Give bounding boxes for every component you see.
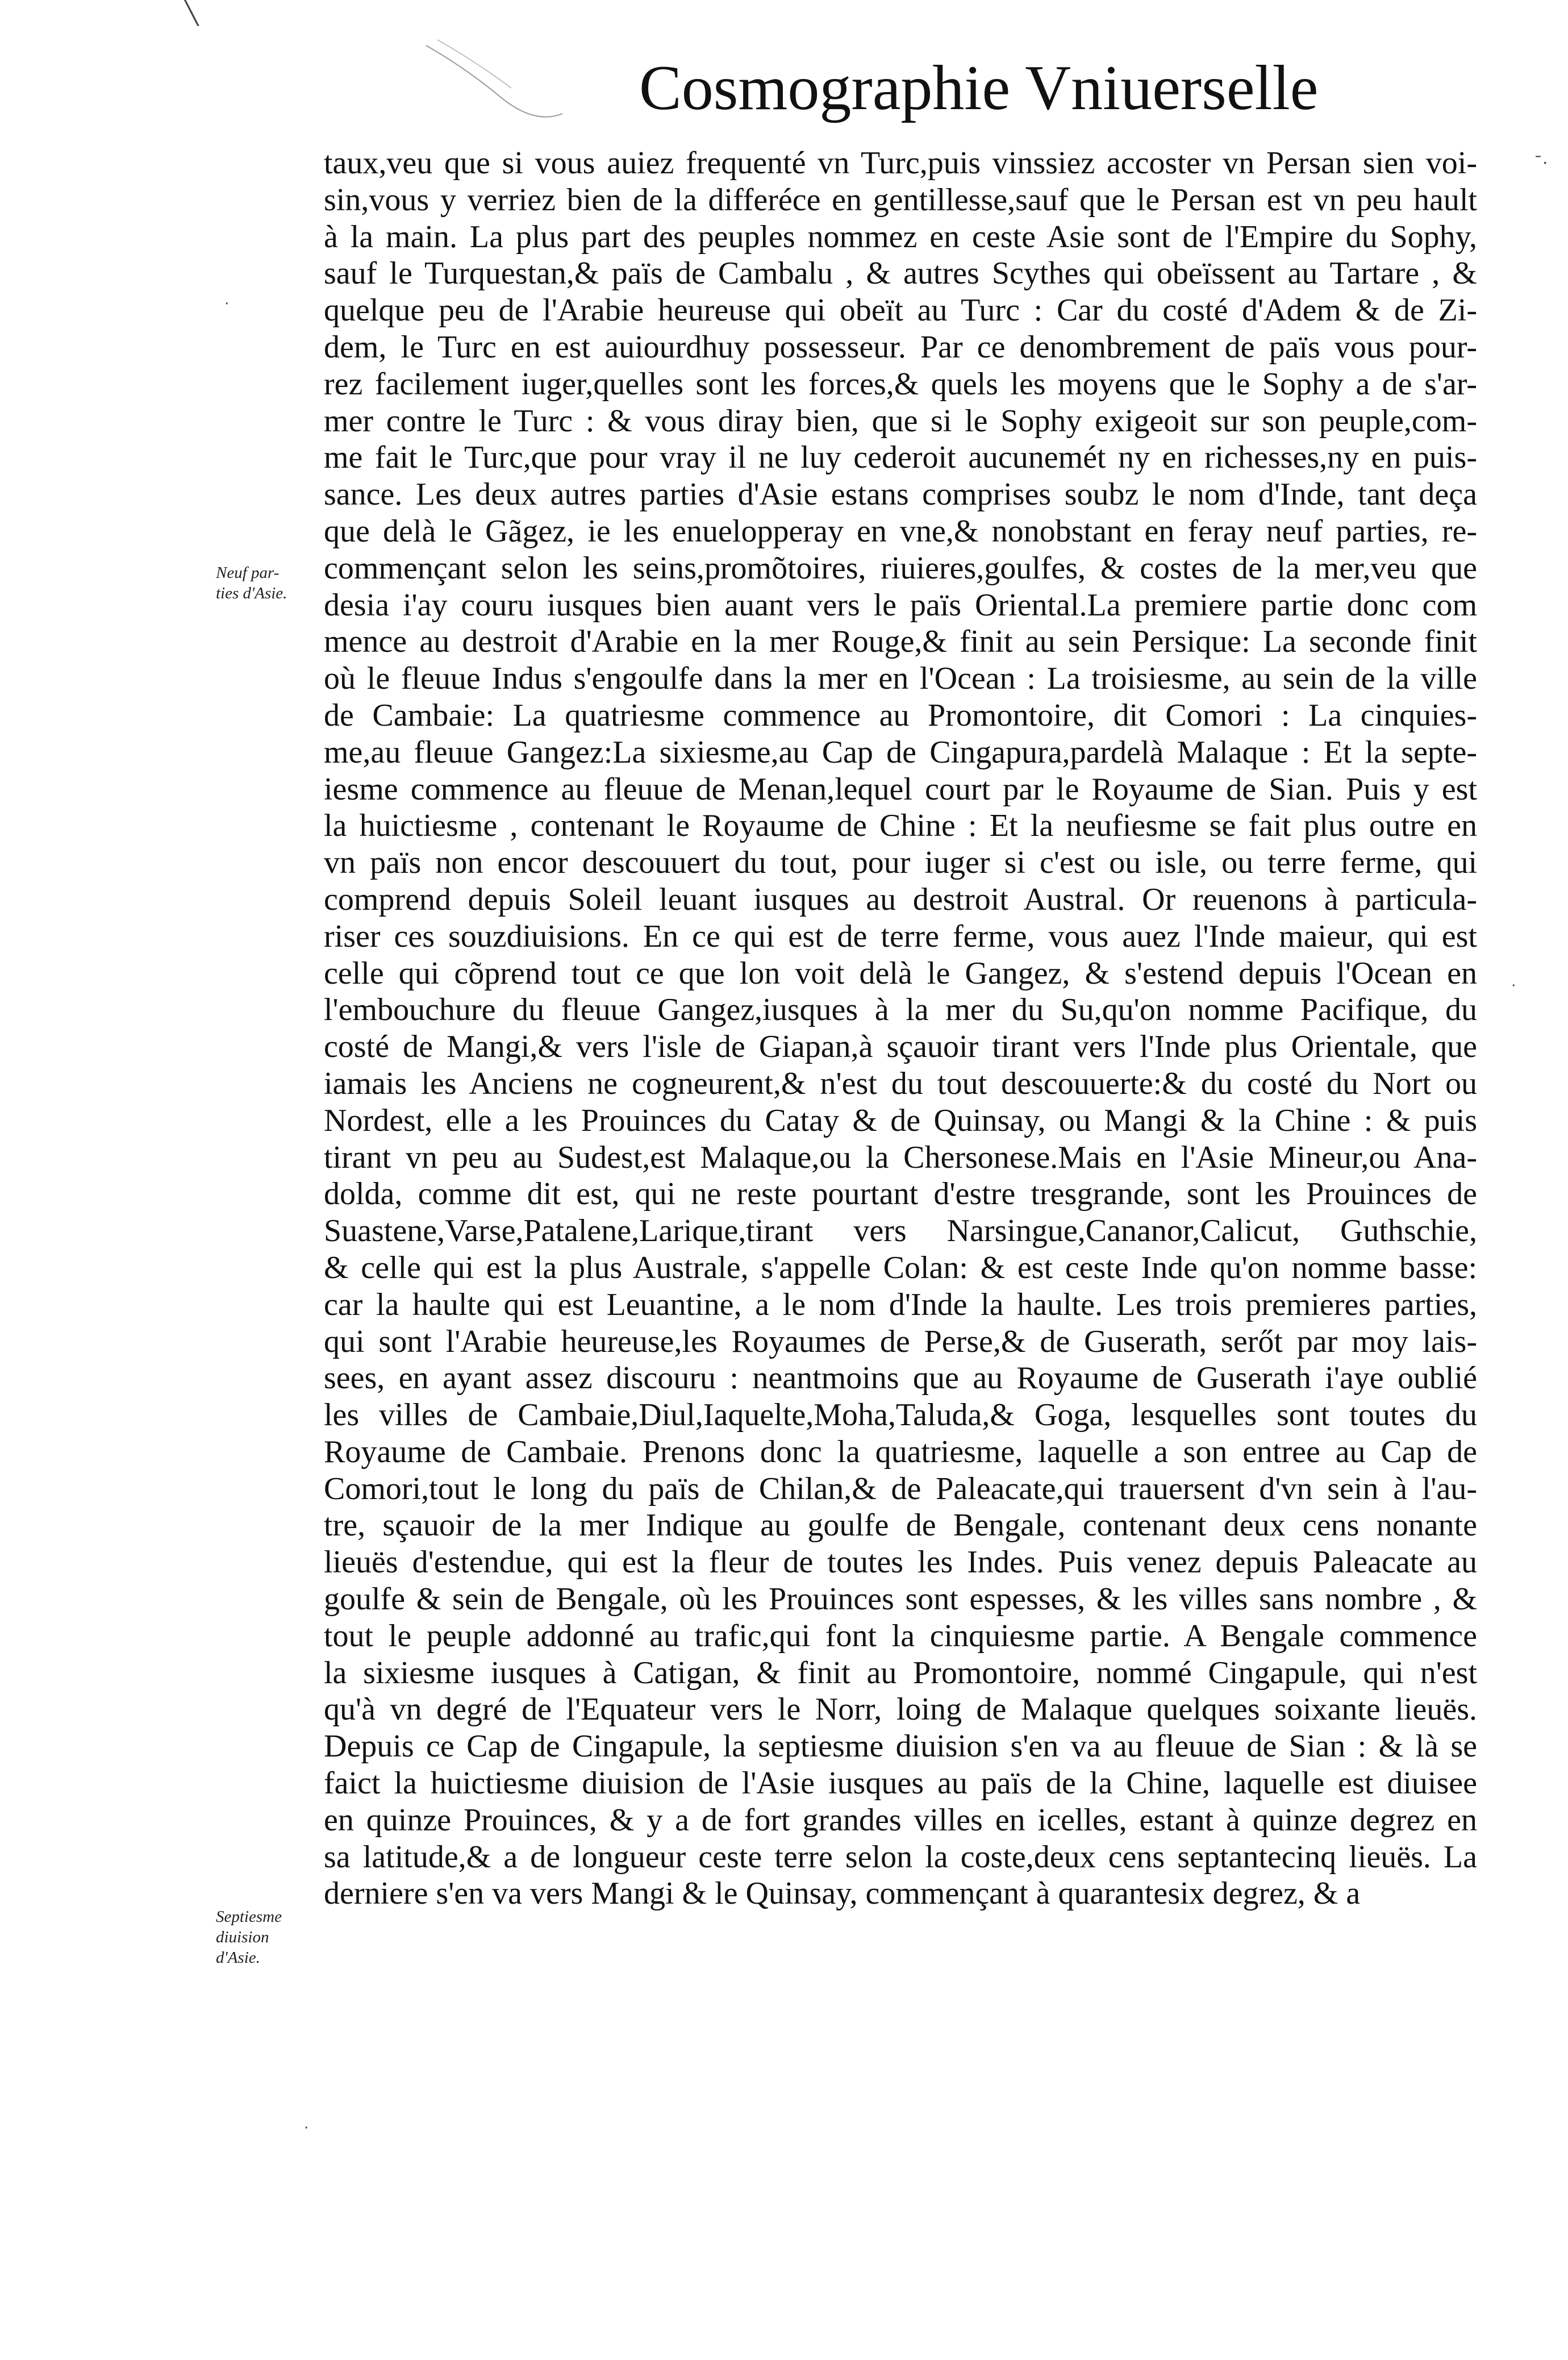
text-line: sa latitude,& a de longueur ceste terre selon la coste,deux cens septantecinq lieuës. La xyxy=(324,1839,1477,1875)
text-line: quelque peu de l'Arabie heureuse qui obeït au Turc : Car du costé d'Adem & de Zi- xyxy=(324,293,1477,328)
text-line: la sixiesme iusques à Catigan, & finit au Promontoire, nommé Cingapule, qui n'est xyxy=(324,1655,1477,1691)
text-line: faict la huictiesme diuision de l'Asie iusques au païs de la Chine, laquelle est diuisee xyxy=(324,1766,1477,1801)
margin-note-line: d'Asie. xyxy=(216,1949,260,1967)
text-line: dem, le Turc en est auiourdhuy possesseur. Par ce denombrement de païs vous pour- xyxy=(324,329,1477,365)
text-line: goulfe & sein de Bengale, où les Prouinces sont espesses, & les villes sans nombre , & xyxy=(324,1581,1477,1617)
text-line: celle qui cõprend tout ce que lon voit delà le Gangez, & s'estend depuis l'Ocean en xyxy=(324,955,1477,991)
text-line: derniere s'en va vers Mangi & le Quinsay, commençant à quarantesix degrez, & a xyxy=(324,1876,1361,1912)
text-line: en quinze Prouinces, & y a de fort grandes villes en icelles, estant à quinze degrez en xyxy=(324,1802,1477,1838)
text-line: dolda, comme dit est, qui ne reste pourtant d'estre tresgrande, sont les Prouinces de xyxy=(324,1176,1477,1212)
text-line: qu'à vn degré de l'Equateur vers le Norr, loing de Malaque quelques soixante lieuës. xyxy=(324,1692,1477,1728)
text-line: commençant selon les seins,promõtoires, riuieres,goulfes, & costes de la mer,veu que xyxy=(324,550,1477,586)
text-line: que delà le Gãgez, ie les enuelopperay en vne,& nonobstant en feray neuf parties, re- xyxy=(324,513,1477,549)
text-line: & celle qui est la plus Australe, s'appelle Colan: & est ceste Inde qu'on nomme basse: xyxy=(324,1250,1477,1285)
text-line: à la main. La plus part des peuples nommez en ceste Asie sont de l'Empire du Sophy, xyxy=(324,219,1477,255)
margin-note-neuf-parties xyxy=(216,563,315,603)
ink-stroke-mark: ╲ xyxy=(185,0,199,26)
text-line: sin,vous y verriez bien de la differéce en gentillesse,sauf que le Persan est vn peu hault xyxy=(324,182,1477,218)
text-line: Comori,tout le long du païs de Chilan,& de Paleacate,qui trauersent d'vn sein à l'au- xyxy=(324,1471,1477,1506)
text-line: car la haulte qui est Leuantine, a le nom d'Inde la haulte. Les trois premieres parties, xyxy=(324,1287,1477,1322)
margin-note-line: Septiesme xyxy=(216,1908,282,1926)
text-line: me fait le Turc,que pour vray il ne luy cederoit aucunemét ny en richesses,ny en puis- xyxy=(324,440,1477,476)
ink-dot-mark: · xyxy=(1511,977,1516,994)
text-line: tout le peuple addonné au trafic,qui font la cinquiesme partie. A Bengale commence xyxy=(324,1618,1477,1654)
text-line: costé de Mangi,& vers l'isle de Giapan,à sçauoir tirant vers l'Inde plus Orientale, que xyxy=(324,1029,1477,1065)
text-line: Depuis ce Cap de Cingapule, la septiesme diuision s'en va au fleuue de Sian : & là se xyxy=(324,1729,1477,1764)
body-text xyxy=(324,145,1477,1912)
text-line: de Cambaie: La quatriesme commence au Promontoire, dit Comori : La cinquies- xyxy=(324,697,1477,733)
ink-dot-mark: · xyxy=(224,295,230,313)
text-line: tre, sçauoir de la mer Indique au goulfe de Bengale, contenant deux cens nonante xyxy=(324,1508,1477,1543)
ink-dot-mark: · xyxy=(304,2120,309,2137)
text-line: riser ces souzdiuisions. En ce qui est de terre ferme, vous auez l'Inde maieur, qui est xyxy=(324,918,1477,954)
text-line: taux,veu que si vous auiez frequenté vn Turc,puis vinssiez accoster vn Persan sien voi- xyxy=(324,145,1477,181)
text-line: desia i'ay couru iusques bien auant vers le païs Oriental.La premiere partie donc com xyxy=(324,587,1477,623)
text-line: sees, en ayant assez discouru : neantmoins que au Royaume de Guserath i'aye oublié xyxy=(324,1360,1477,1396)
text-line: sauf le Turquestan,& païs de Cambalu , & autres Scythes qui obeïssent au Tartare , & xyxy=(324,256,1477,292)
text-line: vn païs non encor descouuert du tout, pour iuger si c'est ou isle, ou terre ferme, qui xyxy=(324,845,1477,881)
text-line: mer contre le Turc : & vous diray bien, que si le Sophy exigeoit sur son peuple,com- xyxy=(324,403,1477,439)
margin-note-line: Neuf par- xyxy=(216,564,280,582)
text-line: qui sont l'Arabie heureuse,les Royaumes de Perse,& de Guserath, serőt par moy lais- xyxy=(324,1323,1477,1359)
text-line: comprend depuis Soleil leuant iusques au destroit Austral. Or reuenons à particula- xyxy=(324,881,1477,917)
text-line: les villes de Cambaie,Diul,Iaquelte,Moha,Taluda,& Goga, lesquelles sont toutes du xyxy=(324,1397,1477,1433)
text-line: lieuës d'estendue, qui est la fleur de toutes les Indes. Puis venez depuis Paleacate au xyxy=(324,1545,1477,1580)
page-title: Cosmographie Vniuerselle xyxy=(639,53,1319,123)
text-line: rez facilement iuger,quelles sont les forces,& quels les moyens que le Sophy a de s'ar- xyxy=(324,366,1477,402)
text-line: mence au destroit d'Arabie en la mer Rouge,& finit au sein Persique: La seconde finit xyxy=(324,624,1477,660)
text-line: Royaume de Cambaie. Prenons donc la quatriesme, laquelle a son entree au Cap de xyxy=(324,1434,1477,1470)
text-line: tirant vn peu au Sudest,est Malaque,ou la Chersonese.Mais en l'Asie Mineur,ou Ana- xyxy=(324,1139,1477,1175)
text-line: où le fleuue Indus s'engoulfe dans la mer en l'Ocean : La troisiesme, au sein de la ville xyxy=(324,661,1477,697)
text-line: Suastene,Varse,Patalene,Larique,tirant vers Narsingue,Cananor,Calicut, Guthschie, xyxy=(324,1213,1477,1249)
text-line: sance. Les deux autres parties d'Asie estans comprises soubz le nom d'Inde, tant deça xyxy=(324,477,1477,513)
text-line: l'embouchure du fleuue Gangez,iusques à la mer du Su,qu'on nomme Pacifique, du xyxy=(324,992,1477,1028)
ink-stroke-mark: ˉ· xyxy=(1534,153,1548,173)
text-line: la huictiesme , contenant le Royaume de Chine : Et la neufiesme se fait plus outre en xyxy=(324,808,1477,844)
text-line: iesme commence au fleuue de Menan,lequel court par le Royaume de Sian. Puis y est xyxy=(324,771,1477,807)
ink-smudge-decoration xyxy=(420,34,568,119)
text-line: iamais les Anciens ne cogneurent,& n'est du tout descouuerte:& du costé du Nort ou xyxy=(324,1065,1477,1101)
margin-note-line: ties d'Asie. xyxy=(216,584,287,602)
text-line: Nordest, elle a les Prouinces du Catay & de Quinsay, ou Mangi & la Chine : & puis xyxy=(324,1102,1477,1138)
margin-note-septiesme-diuision xyxy=(216,1907,315,1968)
margin-note-line: diuision xyxy=(216,1928,269,1946)
text-line: me,au fleuue Gangez:La sixiesme,au Cap de Cingapura,pardelà Malaque : Et la septe- xyxy=(324,734,1477,770)
